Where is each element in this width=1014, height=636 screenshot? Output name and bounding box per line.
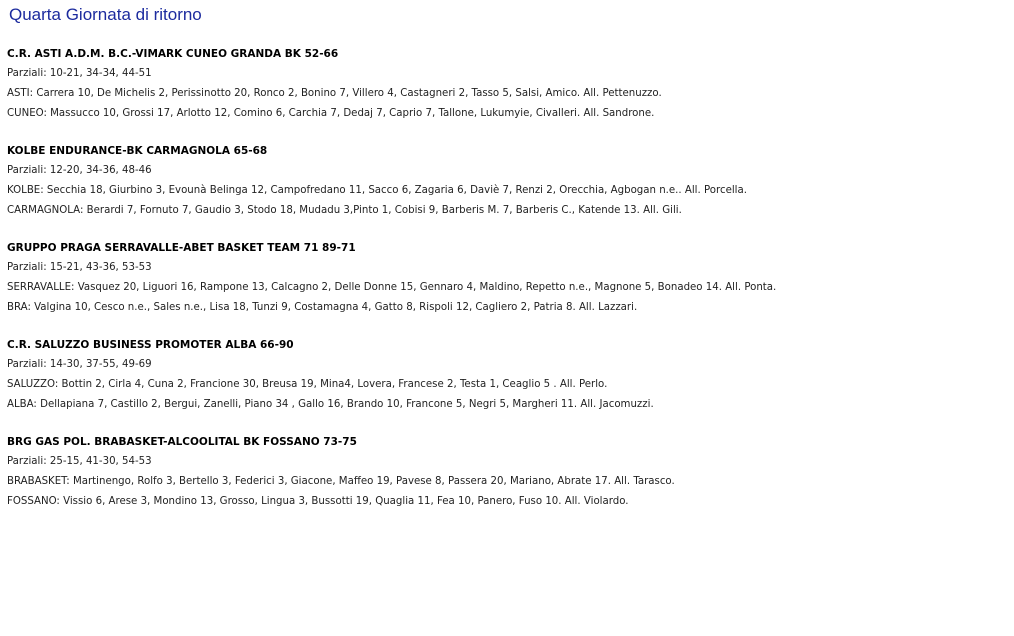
away-team-scorers: CARMAGNOLA: Berardi 7, Fornuto 7, Gaudio 3, Stodo 18, Mudadu 3,Pinto 1, Cobisi 9, Barberis M. 7, Barberis C., Katende 13. All. Gili. — [7, 205, 682, 216]
game-partials: Parziali: 14-30, 37-55, 49-69 — [7, 359, 152, 370]
game-title: KOLBE ENDURANCE-BK CARMAGNOLA 65-68 — [7, 145, 268, 157]
game-title: BRG GAS POL. BRABASKET-ALCOOLITAL BK FOSSANO 73-75 — [7, 436, 357, 448]
game-block — [7, 432, 1007, 512]
games-list — [7, 44, 1007, 529]
game-block — [7, 44, 1007, 124]
game-block — [7, 238, 1007, 318]
game-title: C.R. ASTI A.D.M. B.C.-VIMARK CUNEO GRANDA BK 52-66 — [7, 48, 339, 60]
home-team-scorers: KOLBE: Secchia 18, Giurbino 3, Evounà Belinga 12, Campofredano 11, Sacco 6, Zagaria 6, Daviè 7, Renzi 2, Orecchia, Agbogan n.e.. All. Porcella. — [7, 185, 747, 196]
game-partials: Parziali: 12-20, 34-36, 48-46 — [7, 165, 152, 176]
game-title: C.R. SALUZZO BUSINESS PROMOTER ALBA 66-90 — [7, 339, 294, 351]
home-team-scorers: SERRAVALLE: Vasquez 20, Liguori 16, Rampone 13, Calcagno 2, Delle Donne 15, Gennaro 4, Maldino, Repetto n.e., Magnone 5, Bonadeo 14. All. Ponta. — [7, 282, 777, 293]
game-block — [7, 141, 1007, 221]
game-block — [7, 335, 1007, 415]
game-partials: Parziali: 10-21, 34-34, 44-51 — [7, 68, 152, 79]
home-team-scorers: SALUZZO: Bottin 2, Cirla 4, Cuna 2, Francione 30, Breusa 19, Mina4, Lovera, Francese 2, Testa 1, Ceaglio 5 . All. Perlo. — [7, 379, 608, 390]
home-team-scorers: BRABASKET: Martinengo, Rolfo 3, Bertello 3, Federici 3, Giacone, Maffeo 19, Pavese 8, Passera 20, Mariano, Abrate 17. All. Tarasco. — [7, 476, 675, 487]
home-team-scorers: ASTI: Carrera 10, De Michelis 2, Perissinotto 20, Ronco 2, Bonino 7, Villero 4, Castagneri 2, Tasso 5, Salsi, Amico. All. Pettenuzzo. — [7, 88, 662, 99]
away-team-scorers: CUNEO: Massucco 10, Grossi 17, Arlotto 12, Comino 6, Carchia 7, Dedaj 7, Caprio 7, Tallone, Lukumyie, Civalleri. All. Sandrone. — [7, 108, 655, 119]
page-title: Quarta Giornata di ritorno — [9, 5, 202, 24]
game-partials: Parziali: 25-15, 41-30, 54-53 — [7, 456, 152, 467]
away-team-scorers: BRA: Valgina 10, Cesco n.e., Sales n.e., Lisa 18, Tunzi 9, Costamagna 4, Gatto 8, Rispoli 12, Cagliero 2, Patria 8. All. Lazzari. — [7, 302, 638, 313]
game-title: GRUPPO PRAGA SERRAVALLE-ABET BASKET TEAM 71 89-71 — [7, 242, 356, 254]
away-team-scorers: FOSSANO: Vissio 6, Arese 3, Mondino 13, Grosso, Lingua 3, Bussotti 19, Quaglia 11, Fea 10, Panero, Fuso 10. All. Violardo. — [7, 496, 629, 507]
game-partials: Parziali: 15-21, 43-36, 53-53 — [7, 262, 152, 273]
away-team-scorers: ALBA: Dellapiana 7, Castillo 2, Bergui, Zanelli, Piano 34 , Gallo 16, Brando 10, Francone 5, Negri 5, Margheri 11. All. Jacomuzzi. — [7, 399, 654, 410]
